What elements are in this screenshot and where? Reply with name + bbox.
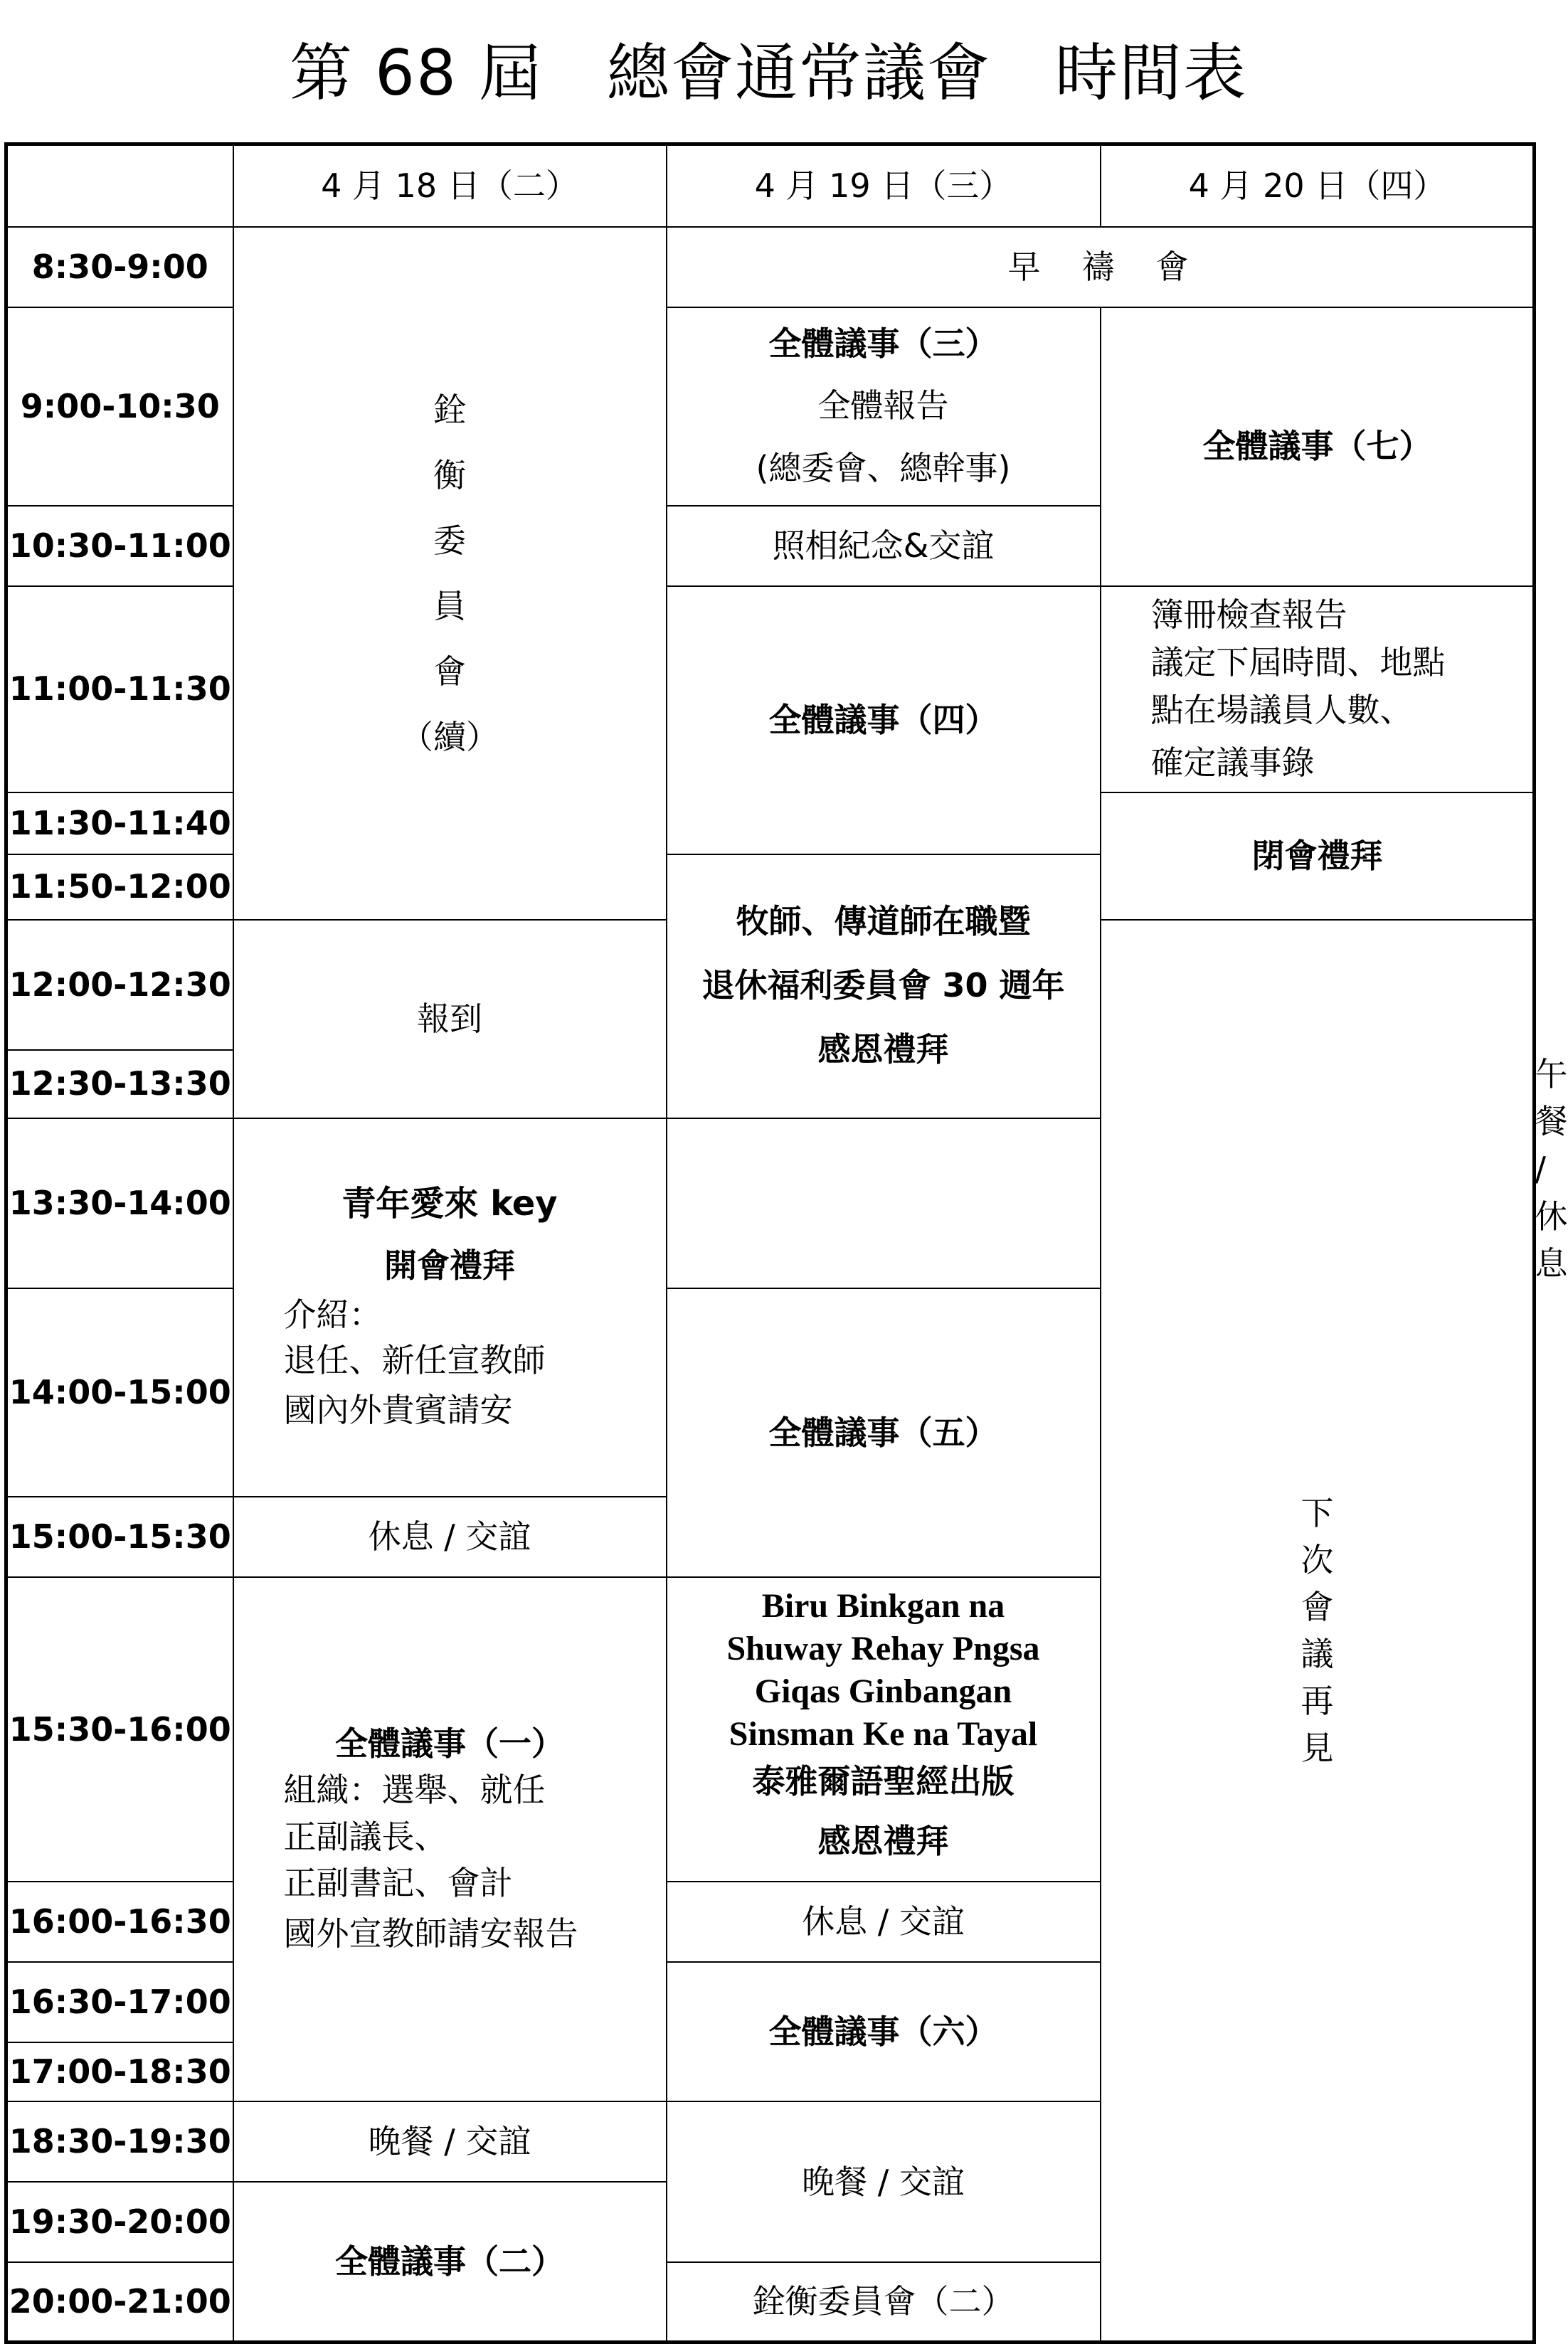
time-slot: 15:30-16:00 [6,1577,233,1882]
tayal-line: Sinsman Ke na Tayal [729,1715,1038,1754]
time-slot: 20:00-21:00 [6,2262,233,2343]
thanksgiving-worship: 感恩禮拜 [817,1821,949,1860]
report-item: 確定議事錄 [1150,743,1315,783]
time-slot: 9:00-10:30 [6,307,233,506]
time-slot: 17:00-18:30 [6,2042,233,2101]
time-slot: 10:30-11:00 [6,506,233,586]
page-title: 第 68 屆 總會通常議會 時間表 [290,36,1247,110]
plenary-5-cell: 全體議事（五） [667,1288,1101,1577]
farewell-cell [1101,920,1535,2343]
time-slot: 12:30-13:30 [6,1050,233,1118]
break-cell-day1: 休息 / 交誼 [233,1497,667,1577]
report-item: 議定下屆時間、地點 [1150,642,1446,682]
plenary-1-item: 正副議長、 [283,1817,447,1856]
time-slot: 11:50-12:00 [6,854,233,920]
intro-line: 退任、新任宣教師 [283,1340,546,1379]
tayal-line: Giqas Ginbangan [754,1672,1012,1711]
plenary-1-item: 國外宣教師請安報告 [283,1914,578,1953]
bible-publication-cell [667,1577,1101,1882]
time-slot: 16:30-17:00 [6,1962,233,2042]
intro-line: 介紹： [283,1295,382,1334]
plenary-1-cell [233,1577,667,2101]
plenary-3-cell [667,307,1101,506]
plenary-4-cell: 全體議事（四） [667,586,1101,854]
dinner-cell-day1: 晚餐 / 交誼 [233,2101,667,2182]
credentials-committee-2-cell: 銓衡委員會（二） [667,2262,1101,2343]
header-day1: 4 月 18 日（二） [233,144,667,227]
time-slot: 18:30-19:30 [6,2101,233,2182]
intro-line: 國內外貴賓請安 [283,1391,513,1430]
youth-opening-cell [233,1118,667,1497]
report-item: 簿冊檢查報告 [1150,595,1347,635]
break-cell-day2: 休息 / 交誼 [667,1882,1101,1962]
plenary-3-item: (總委會、總幹事) [756,448,1011,487]
time-slot: 11:30-11:40 [6,792,233,854]
morning-prayer-cell: 早 禱 會 [667,227,1535,307]
closing-worship-cell: 閉會禮拜 [1101,792,1535,920]
dinner-cell-day2: 晚餐 / 交誼 [667,2101,1101,2262]
time-slot: 15:00-15:30 [6,1497,233,1577]
header-day3: 4 月 20 日（四） [1101,144,1535,227]
retirement-line: 感恩禮拜 [817,1029,949,1068]
header-day2: 4 月 19 日（三） [667,144,1101,227]
opening-worship: 開會禮拜 [384,1246,515,1285]
credentials-committee-vertical: 銓 衡 委 員 會 （續） [401,390,499,756]
report-item: 點在場議員人數、 [1150,690,1413,729]
header-blank [6,144,233,227]
time-slot: 14:00-15:00 [6,1288,233,1497]
youth-title: 青年愛來 key [341,1184,558,1224]
retirement-line: 退休福利委員會 30 週年 [701,966,1065,1005]
time-slot: 12:00-12:30 [6,920,233,1050]
plenary-1-item: 正副書記、會計 [283,1864,513,1903]
plenary-7-cell: 全體議事（七） [1101,307,1535,586]
plenary-3-item: 全體報告 [817,386,949,425]
tayal-line: Biru Binkgan na [761,1587,1005,1626]
retirement-line: 牧師、傳道師在職暨 [736,902,1031,941]
time-slot: 11:00-11:30 [6,586,233,792]
retirement-worship-cell [667,854,1101,1118]
day3-reports-cell [1101,586,1535,792]
plenary-1-title: 全體議事（一） [335,1724,564,1764]
table-row: 12:30-13:30 午餐 / 休息 [6,1050,1535,1118]
credentials-committee-cell [233,227,667,920]
plenary-3-title: 全體議事（三） [768,324,998,363]
plenary-1-item: 組織：選舉、就任 [283,1771,546,1810]
time-slot: 19:30-20:00 [6,2182,233,2262]
table-header-row [6,144,1535,227]
plenary-6-cell: 全體議事（六） [667,1962,1101,2101]
photo-fellowship-cell: 照相紀念&交誼 [667,506,1101,586]
tayal-line: Shuway Rehay Pngsa [726,1630,1040,1668]
time-slot: 16:00-16:30 [6,1882,233,1962]
time-slot: 8:30-9:00 [6,227,233,307]
schedule-table [4,142,1568,2344]
farewell-vertical: 下 次 會 議 再 見 [1301,1493,1334,1767]
registration-cell: 報到 [233,920,667,1118]
plenary-2-cell: 全體議事（二） [233,2182,667,2343]
bible-publication-title: 泰雅爾語聖經出版 [752,1762,1015,1801]
time-slot: 13:30-14:00 [6,1118,233,1288]
table-row [6,227,1535,307]
